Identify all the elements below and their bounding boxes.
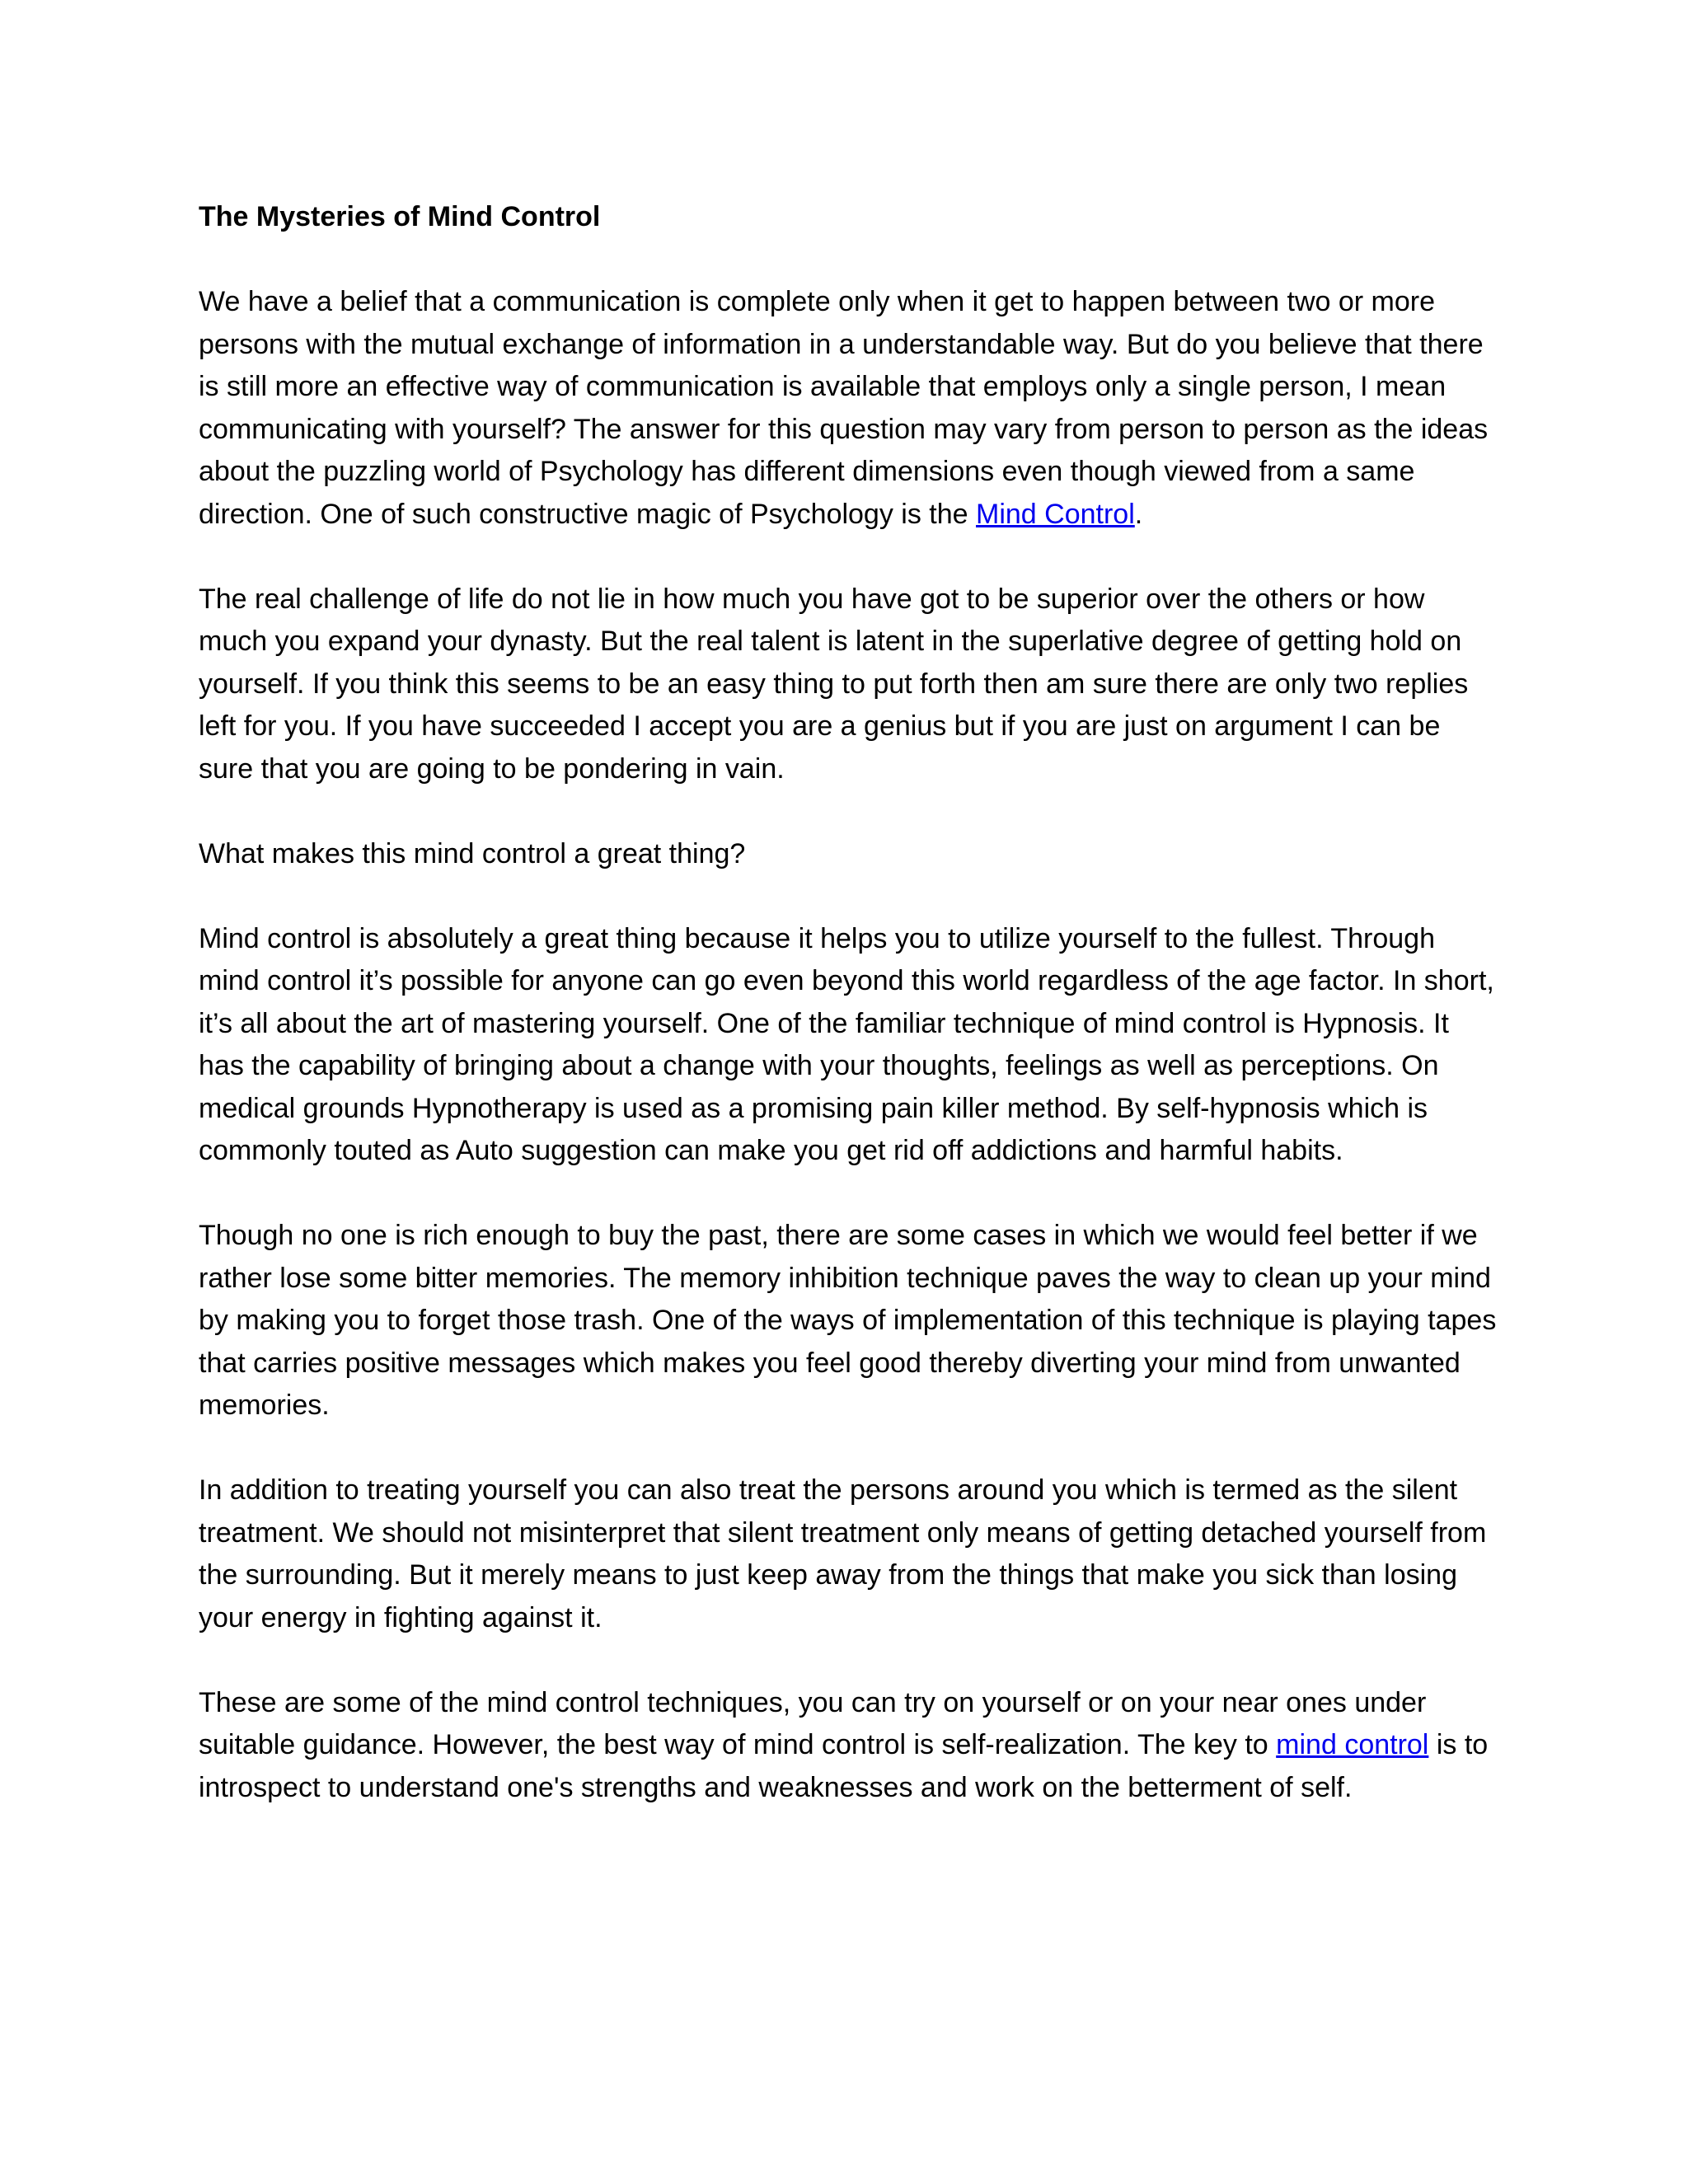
- paragraph-text: These are some of the mind control techniques, you can try on yourself or on your near ones under suitable guidance. However, the best way of mind control is self-realization. The key to: [199, 1686, 1427, 1760]
- paragraph-text: is to introspect to understand one's strengths and weaknesses and work on the betterment of self.: [199, 1729, 1489, 1803]
- mind-control-link-2[interactable]: mind control: [1276, 1729, 1429, 1760]
- paragraph-hypnosis: Mind control is absolutely a great thing because it helps you to utilize yourself to the fullest. Through mind control it’s possible for anyone can go even beyond this world regardless of the age factor. In short, it’s all about the art of mastering yourself. One of the familiar technique of mind control is Hypnosis. It has the capability of bringing about a change with your thoughts, feelings as well as perceptions. On medical grounds Hypnotherapy is used as a promising pain killer method. By self-hypnosis which is commonly touted as Auto suggestion can make you get rid off addictions and harmful habits.: [199, 922, 1494, 1166]
- paragraph-silent-treatment: In addition to treating yourself you can also treat the persons around you which is termed as the silent treatment. We should not misinterpret that silent treatment only means of getting detached yourself from the surrounding. But it merely means to just keep away from the things that make you sick than losing your energy in fighting against it.: [199, 1474, 1487, 1633]
- paragraph-intro: [199, 281, 1501, 536]
- document-body: [199, 196, 1501, 1852]
- paragraph-text: We have a belief that a communication is complete only when it get to happen between two or more persons with the mutual exchange of information in a understandable way. But do you believe that there is still more an effective way of communication is available that employs only a single person, I mean communicating with yourself? The answer for this question may vary from person to person as the ideas about the puzzling world of Psychology has different dimensions even though viewed from a same direction. One of such constructive magic of Psychology is the: [199, 286, 1489, 530]
- mind-control-link[interactable]: Mind Control: [976, 498, 1135, 530]
- paragraph-challenge: The real challenge of life do not lie in how much you have got to be superior over the others or how much you expand your dynasty. But the real talent is latent in the superlative degree of getting hold on yourself. If you think this seems to be an easy thing to put forth then am sure there are only two replies left for you. If you have succeeded I accept you are a genius but if you are just on argument I can be sure that you are going to be pondering in vain.: [199, 583, 1469, 785]
- paragraph-text: .: [1134, 498, 1143, 530]
- paragraph-question: What makes this mind control a great thing?: [199, 837, 746, 869]
- document-title: The Mysteries of Mind Control: [199, 201, 601, 232]
- paragraph-conclusion: [199, 1682, 1501, 1810]
- paragraph-memory: Though no one is rich enough to buy the past, there are some cases in which we would feel better if we rather lose some bitter memories. The memory inhibition technique paves the way to clean up your mind by making you to forget those trash. One of the ways of implementation of this technique is playing tapes that carries positive messages which makes you feel good thereby diverting your mind from unwanted memories.: [199, 1220, 1497, 1421]
